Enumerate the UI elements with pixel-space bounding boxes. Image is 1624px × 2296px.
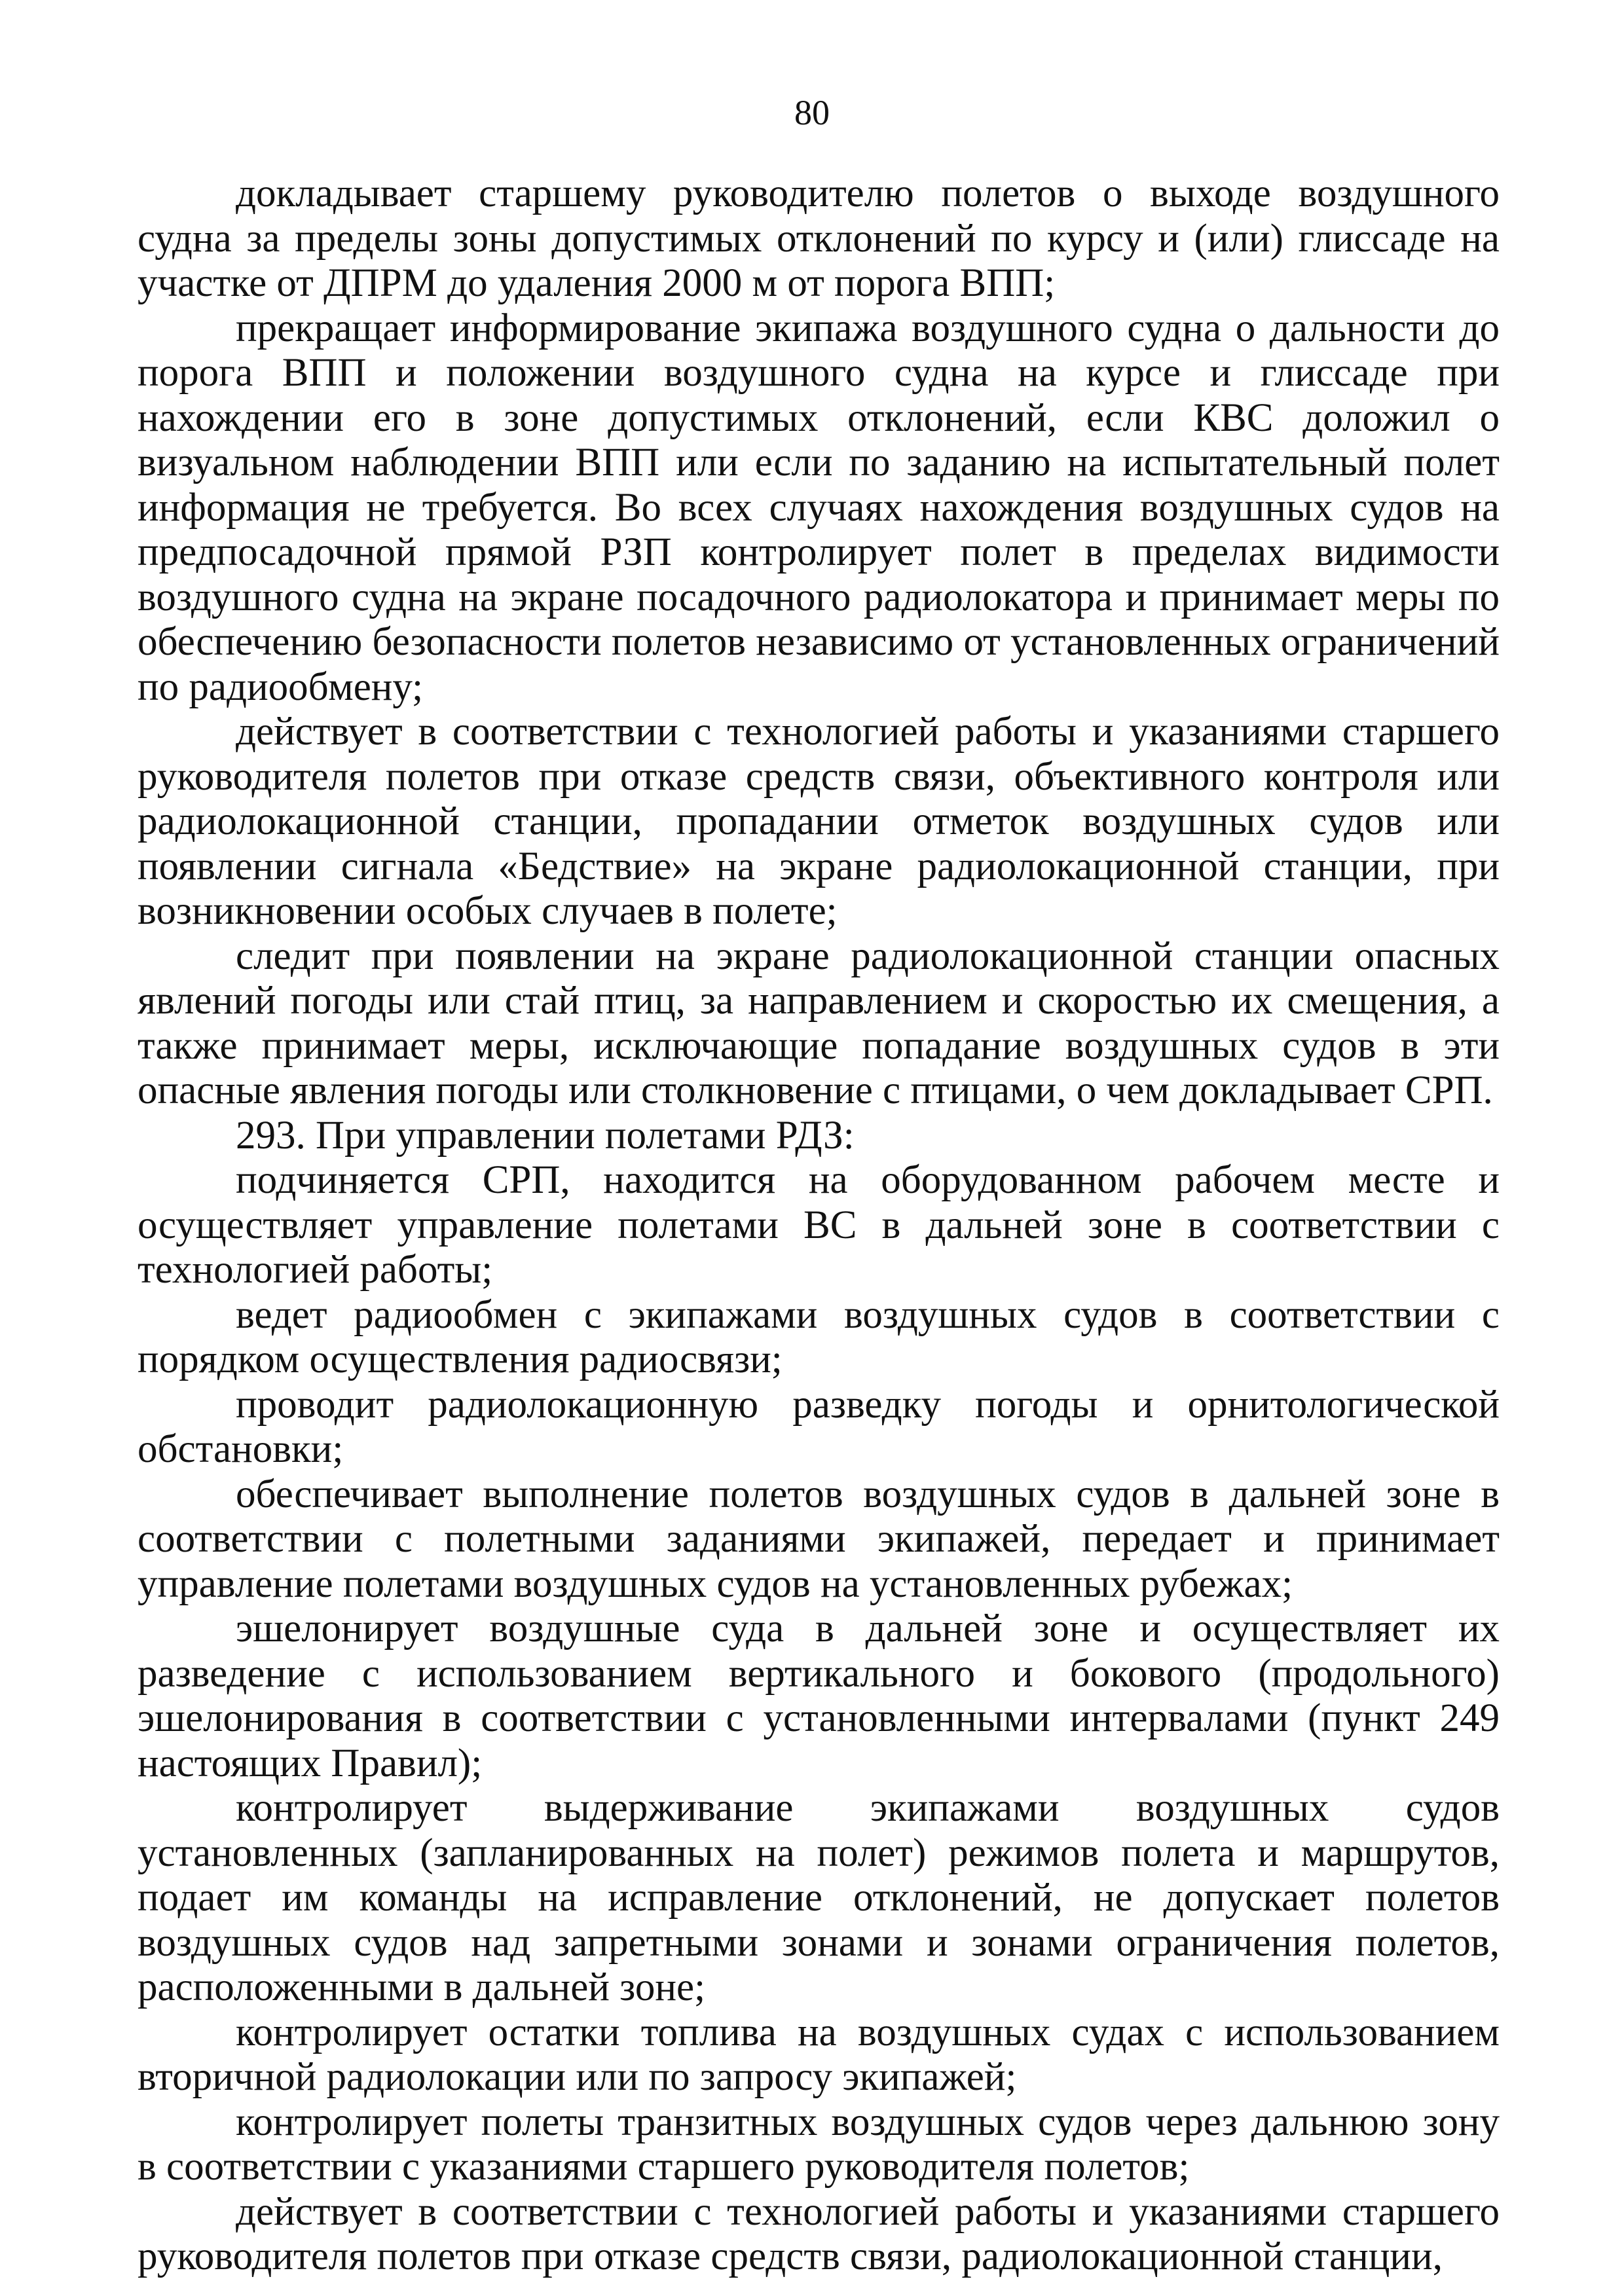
page-number: 80 — [794, 93, 830, 132]
paragraph: проводит радиолокационную разведку погоды и орнитологической обстановки; — [138, 1382, 1500, 1471]
paragraph: следит при появлении на экране радиолокационной станции опасных явлений погоды или стай птиц, за направлением и скоростью их смещения, а также принимает меры, исключающие попадание воздушных судов в эти опасные явления погоды или столкновение с птицами, о чем докладывает СРП. — [138, 934, 1500, 1112]
paragraph: действует в соответствии с технологией работы и указаниями старшего руководителя полетов при отказе средств связи, радиолокационной станции, — [138, 2189, 1500, 2278]
paragraph: обеспечивает выполнение полетов воздушных судов в дальней зоне в соответствии с полетными заданиями экипажей, передает и принимает управление полетами воздушных судов на установленных рубежах; — [138, 1472, 1500, 1606]
paragraph: контролирует остатки топлива на воздушных судах с использованием вторичной радиолокации или по запросу экипажей; — [138, 2010, 1500, 2099]
paragraph: контролирует выдерживание экипажами воздушных судов установленных (запланированных на полет) режимов полета и маршрутов, подает им команды на исправление отклонений, не допускает полетов воздушных судов над запретными зонами и зонами ограничения полетов, расположенными в дальней зоне; — [138, 1786, 1500, 2009]
paragraph: прекращает информирование экипажа воздушного судна о дальности до порога ВПП и положении воздушного судна на курсе и глиссаде при нахождении его в зоне допустимых отклонений, если КВС доложил о визуальном наблюдении ВПП или если по заданию на испытательный полет информация не требуется. Во всех случаях нахождения воздушных судов на предпосадочной прямой РЗП контролирует полет в пределах видимости воздушного судна на экране посадочного радиолокатора и принимает меры по обеспечению безопасности полетов независимо от установленных ограничений по радиообмену; — [138, 306, 1500, 709]
document-body — [138, 172, 1500, 2280]
paragraph: действует в соответствии с технологией работы и указаниями старшего руководителя полетов при отказе средств связи, объективного контроля или радиолокационной станции, пропадании отметок воздушных судов или появлении сигнала «Бедствие» на экране радиолокационной станции, при возникновении особых случаев в полете; — [138, 710, 1500, 933]
paragraph: докладывает старшему руководителю полетов о выходе воздушного судна за пределы зоны допустимых отклонений по курсу и (или) глиссаде на участке от ДПРМ до удаления 2000 м от порога ВПП; — [138, 172, 1500, 305]
paragraph: эшелонирует воздушные суда в дальней зоне и осуществляет их разведение с использованием вертикального и бокового (продольного) эшелонирования в соответствии с установленными интервалами (пункт 249 настоящих Правил); — [138, 1607, 1500, 1785]
paragraph: подчиняется СРП, находится на оборудованном рабочем месте и осуществляет управление полетами ВС в дальней зоне в соответствии с технологией работы; — [138, 1158, 1500, 1292]
paragraph: ведет радиообмен с экипажами воздушных судов в соответствии с порядком осуществления радиосвязи; — [138, 1292, 1500, 1381]
paragraph: контролирует полеты транзитных воздушных судов через дальнюю зону в соответствии с указаниями старшего руководителя полетов; — [138, 2100, 1500, 2189]
section-heading: 293. При управлении полетами РДЗ: — [236, 1113, 855, 1157]
